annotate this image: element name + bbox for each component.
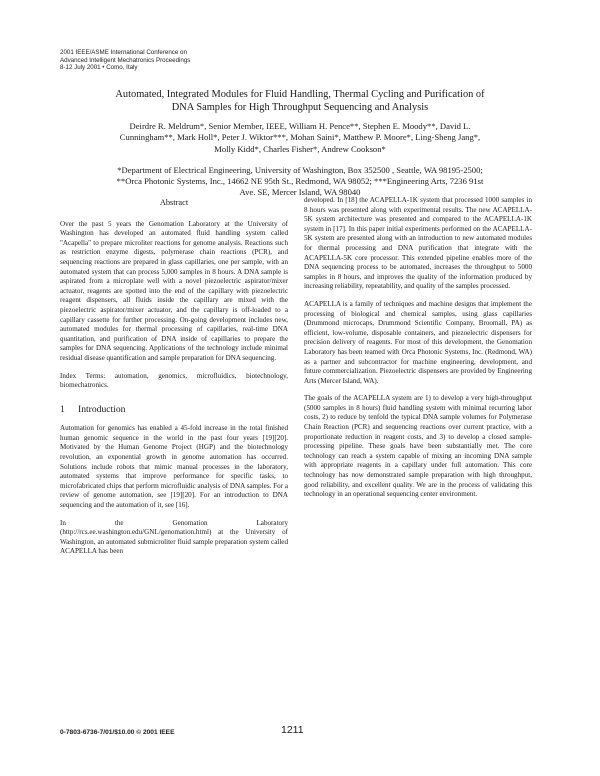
abstract-text: Over the past 5 years the Genomation Laboratory at the University of Washington has developed an automated fluid handling system called "Acapella" to prepare microliter reactions for genome analysis. Reactions such as restriction enzyme digests, polymerase chain reactions (PCR), and sequencing reactions are prepared in glass capillaries, one per sample, with an automated system that can process 5,000 samples in 8 hours. A DNA sample is aspirated from a microplate well with a novel piezoelectric aspirator/mixer actuator, reagents are spotted into the end of the capillary with piezoelectric reagent dispensers, all fluids inside the capillary are mixed with the piezoelectric aspirator/mixer actuator, and the capillary is off-loaded to a capillary cassette for further processing. On-going development includes new, automated modules for thermal processing of capillaries, real-time DNA quantitation, and purification of DNA inside of capillaries to prepare the samples for DNA sequencing. Applications of the technology include minimal residual disease quantification and sample preparation for DNA sequencing. bbox=[60, 219, 288, 362]
abstract-heading: Abstract bbox=[159, 198, 189, 207]
right-paragraph-3: The goals of the ACAPELLA system are 1) to develop a very high-throughput (5000 samples in 8 hours) fluid handling system with minimal recurring labor costs, 2) to reduce by tenfold the typical DNA sample volumes for Polymerase Chain Reaction (PCR) and sequencing reactions over current practice, with a proportionate reduction in reagent costs, and 3) to develop a closed sample-processing pipeline. These goals have been substantially met. The core technology can reach a system capable of mixing an incoming DNA sample with appropriate reagents in a capillary under full automation. This core technology has now demonstrated sample preparation with high throughput, good reliability, and excellent quality. We are in the process of validating this technology in an operational sequencing center environment. bbox=[304, 394, 532, 499]
index-terms: Index Terms: automation, genomics, microfluidics, biotechnology, biomechatronics. bbox=[60, 371, 288, 390]
right-column bbox=[304, 196, 532, 508]
title-line-1: Automated, Integrated Modules for Fluid Handling, Thermal Cycling and Purification of bbox=[115, 89, 485, 100]
affiliation-line-1: *Department of Electrical Engineering, University of Washington, Box 352500 , Seattle, WA 98195-2500; bbox=[117, 165, 483, 175]
affiliation-line-2: **Orca Photonic Systems, Inc., 14662 NE 95th St., Redmond, WA 98052; ***Engineering Arts, 7236 91st bbox=[116, 176, 484, 186]
author-list bbox=[44, 121, 556, 155]
isbn-copyright: 0-7803-6736-7/01/$10.00 © 2001 IEEE bbox=[60, 729, 175, 736]
section-number: 1 bbox=[60, 403, 65, 415]
conference-line-3: 8-12 July 2001 • Como, Italy bbox=[60, 64, 138, 72]
section-title: Introduction bbox=[78, 403, 126, 415]
paper-title bbox=[40, 88, 560, 114]
right-paragraph-2: ACAPELLA is a family of techniques and machine designs that implement the processing of biological and chemical samples, using glass capillaries (Drummond microcaps, Drummond Scientific Company, Broomall, PA) as efficient, low-volume, disposable containers, and piezoelectric dispensers for precision delivery of reagents. For most of this development, the Genomation Laboratory has been teamed with Orca Photonic Systems, Inc. (Redmond, WA) as a partner and subcontractor for machine engineering, development, and future commercialization. Piezoelectric dispensers are provided by Engineering Arts (Mercer Island, WA). bbox=[304, 299, 532, 385]
intro-paragraph-1: Automation for genomics has enabled a 45-fold increase in the total finished human genomic sequence in the world in the past four years [19][20]. Motivated by the Human Genome Project (HGP) and the biotechnology revolution, an exponential growth in genome automation has occurred. Solutions include robots that mimic manual processes in the laboratory, automated systems that improve performance for specific tasks, to microfabricated chips that perform microfluidic analysis of DNA samples. For a review of genome automation, see [19][20]. For an introduction to DNA sequencing and the automation of it, see [16]. bbox=[60, 424, 288, 510]
authors-line-2: Cunningham**, Mark Holl*, Peter J. Wiktor***, Mohan Saini*, Matthew P. Moore*, Ling-Sheng Jang*, bbox=[119, 132, 481, 143]
intro-paragraph-2: In the Genomation Laboratory (http://rcs.ee.washington.edu/GNL/genomation.html) at the University of Washington, an automated submicroliter fluid sample preparation system called ACAPELLA has been bbox=[60, 518, 288, 556]
affiliations bbox=[44, 165, 556, 198]
conference-header bbox=[60, 49, 190, 72]
page-number: 1211 bbox=[281, 724, 304, 736]
left-column bbox=[60, 196, 288, 565]
conference-line-1: 2001 IEEE/ASME International Conference on bbox=[60, 49, 187, 56]
conference-line-2: Advanced Intelligent Mechatronics Proceedings bbox=[60, 56, 191, 64]
section-heading-introduction bbox=[60, 405, 288, 415]
affiliation-line-3: Ave. SE, Mercer Island, WA 98040 bbox=[239, 187, 361, 197]
authors-line-1: Deirdre R. Meldrum*, Senior Member, IEEE, William H. Pence**, Stephen E. Moody**, David L. bbox=[129, 121, 471, 131]
title-line-2: DNA Samples for High Throughput Sequencing and Analysis bbox=[171, 102, 429, 113]
right-paragraph-1: developed. In [18] the ACAPELLA-1K system that processed 1000 samples in 8 hours was presented along with experimental results. The new ACAPELLA-5K system architecture was presented and compared to the ACAPELLA-1K system in [17]. In this paper initial experiments performed on the ACAPELLA-5K system are presented along with an introduction to new automated modules for thermal processing and DNA purification that integrate with the ACAPELLA-5K core processor. This extended pipeline enables more of the DNA sequencing process to be automated, increases the throughput to 5000 samples in 8 hours, and improves the quality of the information produced by increasing reliability, repeatability, and quality of the samples processed. bbox=[304, 196, 532, 291]
authors-line-3: Molly Kidd*, Charles Fisher*, Andrew Cookson* bbox=[214, 143, 386, 154]
